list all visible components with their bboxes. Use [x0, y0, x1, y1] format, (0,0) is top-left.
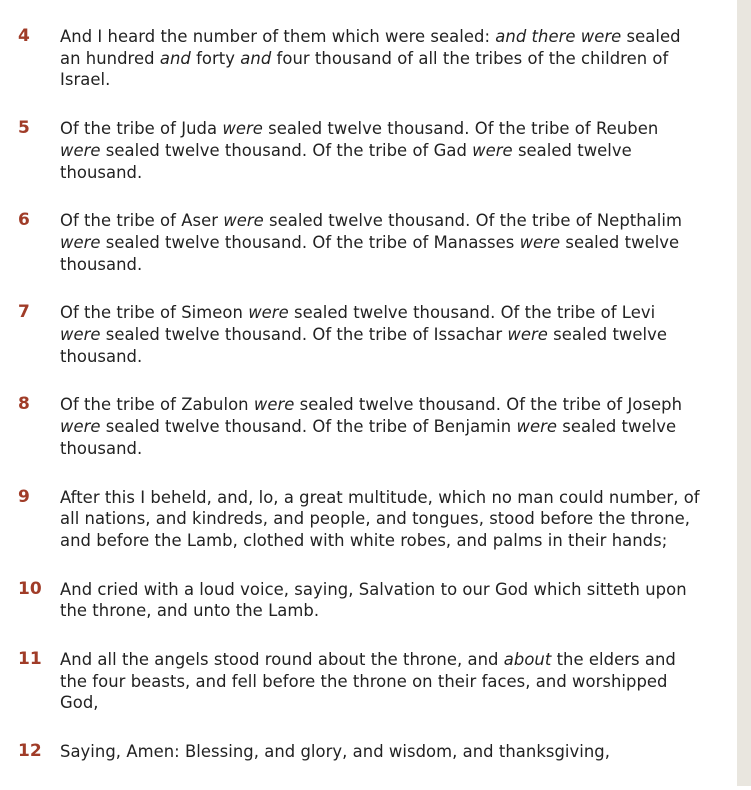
verse-text-italic: about [503, 650, 552, 670]
verse-text [60, 118, 700, 183]
verse-text-segment: sealed twelve thousand. Of the tribe of Gad [100, 140, 473, 160]
verse-number[interactable]: 10 [18, 578, 42, 599]
verse-9 [0, 487, 735, 552]
verse-text-segment: Saying, Amen: Blessing, and glory, and wisdom, and thanksgiving, [60, 742, 611, 762]
verse-text [60, 394, 700, 459]
verse-text-segment: Of the tribe of Juda [60, 119, 223, 139]
verse-8 [0, 394, 735, 459]
verse-text-segment: sealed twelve thousand. Of the tribe of Nepthalim [263, 211, 683, 231]
verse-number[interactable]: 8 [18, 394, 30, 415]
verse-number[interactable]: 6 [18, 210, 30, 231]
verse-6 [0, 210, 735, 275]
verse-text-italic: were [507, 325, 548, 345]
verse-text-italic: and there were [495, 27, 622, 46]
verse-text-segment: sealed twelve thousand. [60, 232, 680, 274]
verse-text-segment: sealed twelve thousand. Of the tribe of Joseph [294, 395, 683, 415]
verse-number[interactable]: 7 [18, 302, 30, 323]
verse-list [0, 26, 735, 790]
verse-text-segment: sealed an hundred [60, 27, 681, 68]
verse-text [60, 26, 700, 91]
verse-text-segment: sealed twelve thousand. Of the tribe of Reuben [262, 119, 659, 139]
verse-text-italic: and [240, 48, 272, 68]
verse-text-italic: were [60, 232, 101, 252]
verse-text-segment: forty [190, 48, 241, 68]
verse-text-italic: and [159, 48, 191, 68]
verse-11 [0, 649, 735, 714]
verse-text-italic: were [222, 119, 263, 139]
verse-text-segment: Of the tribe of Zabulon [60, 395, 254, 415]
verse-text [60, 741, 700, 763]
verse-text-segment: Of the tribe of Simeon [60, 303, 249, 323]
verse-text-segment: And cried with a loud voice, saying, Salvation to our God which sitteth upon the throne, and unto the Lamb. [60, 579, 687, 621]
verse-text-italic: were [60, 140, 101, 160]
scrollbar[interactable] [737, 0, 751, 786]
verse-text-segment: the elders and the four beasts, and fell before the throne on their faces, and worshipped God, [60, 650, 676, 713]
verse-text-segment: sealed twelve thousand. Of the tribe of Levi [288, 303, 656, 323]
verse-text-segment: sealed twelve thousand. [60, 417, 677, 458]
verse-text-italic: were [253, 395, 295, 415]
verse-text-italic: were [248, 303, 289, 323]
verse-text-italic: were [223, 211, 264, 231]
verse-10 [0, 579, 735, 622]
verse-text-italic: were [60, 325, 101, 345]
verse-text [60, 649, 700, 714]
verse-text-segment: And I heard the number of them which were sealed: [60, 27, 496, 46]
verse-4 [0, 26, 735, 91]
verse-text [60, 210, 700, 275]
verse-text-segment: Of the tribe of Aser [60, 211, 224, 231]
verse-text-segment: sealed twelve thousand. Of the tribe of Issachar [100, 325, 508, 345]
verse-text-segment: sealed twelve thousand. [60, 325, 668, 366]
verse-text-italic: were [60, 417, 101, 437]
verse-number[interactable]: 12 [18, 741, 42, 762]
verse-text [60, 302, 700, 367]
verse-12 [0, 741, 735, 763]
verse-text-segment: sealed twelve thousand. [60, 140, 632, 182]
verse-text-segment: After this I beheld, and, lo, a great multitude, which no man could number, of all nations, and kindreds, and people, and tongues, stood before the throne, and before the Lamb, clothed with white robes, and palms in their hands; [60, 487, 700, 550]
verse-number[interactable]: 11 [18, 649, 42, 670]
verse-text [60, 579, 700, 622]
verse-number[interactable]: 5 [18, 118, 30, 139]
verse-7 [0, 302, 735, 367]
verse-text-segment: sealed twelve thousand. Of the tribe of Manasses [100, 232, 520, 252]
verse-text-segment: four thousand of all the tribes of the children of Israel. [60, 48, 669, 90]
verse-text-italic: were [516, 417, 558, 437]
verse-text-italic: were [472, 140, 513, 160]
verse-5 [0, 118, 735, 183]
verse-text-segment: sealed twelve thousand. Of the tribe of Benjamin [100, 417, 517, 437]
verse-text [60, 487, 700, 552]
verse-number[interactable]: 9 [18, 486, 30, 507]
verse-text-italic: were [519, 232, 561, 252]
verse-text-segment: And all the angels stood round about the throne, and [60, 650, 504, 670]
verse-number[interactable]: 4 [18, 26, 30, 46]
